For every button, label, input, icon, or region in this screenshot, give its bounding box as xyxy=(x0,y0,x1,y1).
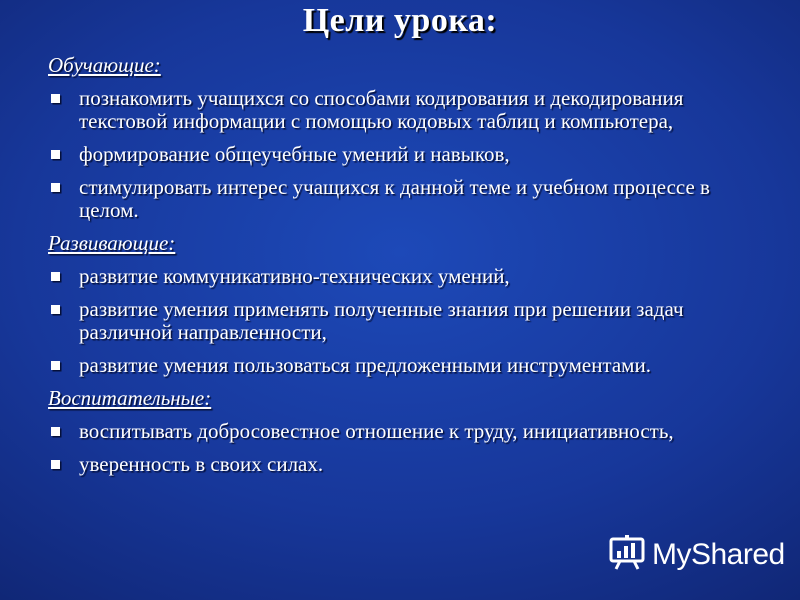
list-item-text: развитие умения применять полученные знания при решении задач различной направленности, xyxy=(79,297,684,344)
list-item-text: стимулировать интерес учащихся к данной теме и учебном процессе в целом. xyxy=(79,175,710,222)
list-item xyxy=(48,87,768,133)
list-item xyxy=(48,298,768,344)
section-heading-educational: Воспитательные: xyxy=(48,386,212,410)
square-bullet-icon xyxy=(51,305,60,314)
list-item-text: познакомить учащихся со способами кодирования и декодирования текстовой информации с помощью кодовых таблиц и компьютера, xyxy=(79,86,684,133)
list-item xyxy=(48,265,768,288)
square-bullet-icon xyxy=(51,150,60,159)
watermark-text: MyShared xyxy=(652,538,785,571)
list-item-text: развитие умения пользоваться предложенными инструментами. xyxy=(79,353,651,377)
square-bullet-icon xyxy=(51,183,60,192)
square-bullet-icon xyxy=(51,272,60,281)
myshared-logo[interactable] xyxy=(608,535,785,575)
section-heading-developing: Развивающие: xyxy=(48,231,176,255)
square-bullet-icon xyxy=(51,94,60,103)
square-bullet-icon xyxy=(51,361,60,370)
list-item xyxy=(48,176,768,222)
slide-title: Цели урока: xyxy=(302,2,498,39)
list-item-text: развитие коммуникативно-технических умений, xyxy=(79,264,510,288)
square-bullet-icon xyxy=(51,427,60,436)
list-item-text: уверенность в своих силах. xyxy=(79,452,324,476)
list-item xyxy=(48,420,768,443)
presentation-board-icon xyxy=(608,534,646,577)
square-bullet-icon xyxy=(51,460,60,469)
slide-content xyxy=(48,54,768,486)
list-item xyxy=(48,453,768,476)
list-item-text: формирование общеучебные умений и навыков, xyxy=(79,142,510,166)
list-item xyxy=(48,354,768,377)
list-item xyxy=(48,143,768,166)
list-item-text: воспитывать добросовестное отношение к труду, инициативность, xyxy=(79,419,674,443)
section-heading-teaching: Обучающие: xyxy=(48,53,161,77)
